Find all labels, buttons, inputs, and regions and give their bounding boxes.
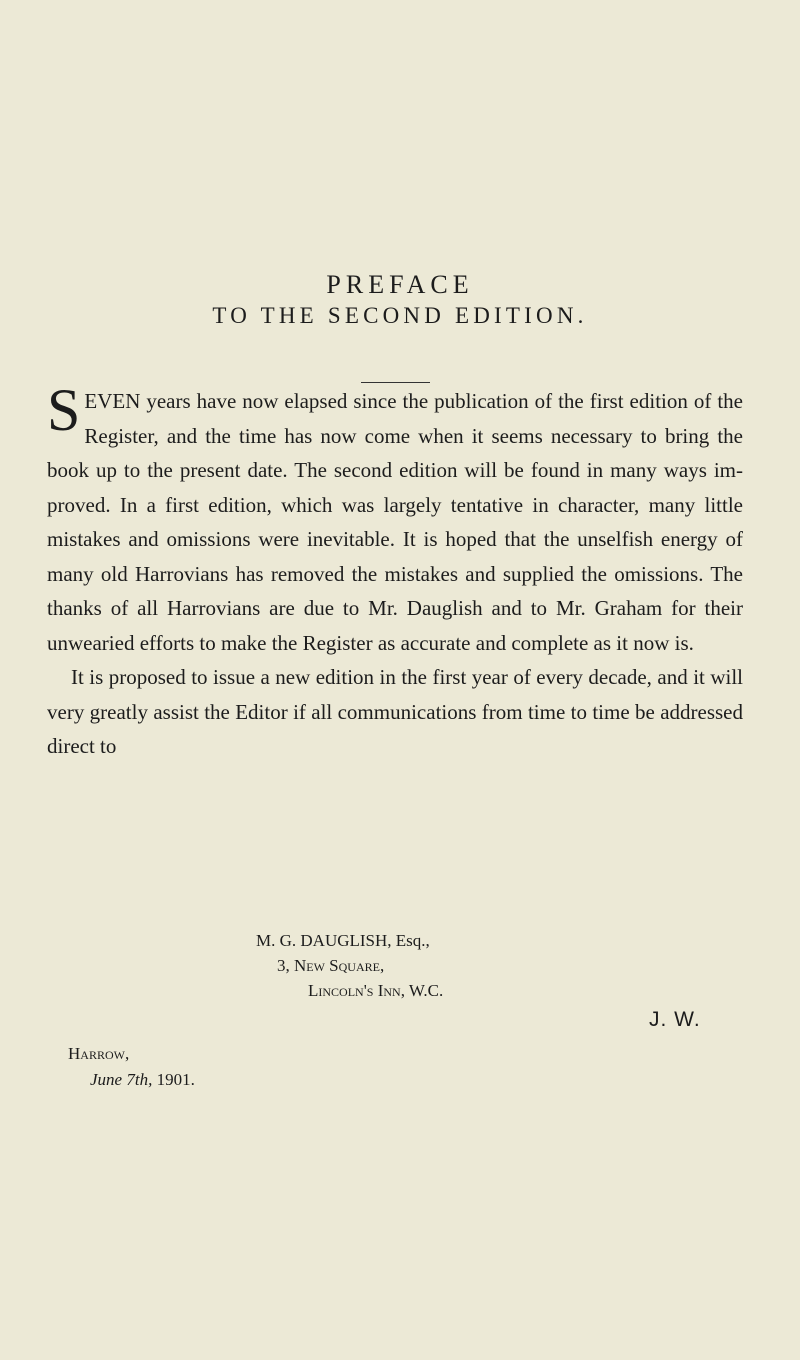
paragraph-2 [47,660,743,764]
address-name [256,928,430,953]
divider-rule [361,382,430,383]
dateline-place: Harrow, [68,1044,130,1063]
signature-initials: J. W. [649,1008,701,1031]
address-city: Lincoln's Inn, W.C. [308,981,444,1000]
paragraph-1-text: EVEN years have now elapsed since the publication of the first edition of the Register, and the time has now come when it seems necessary to bring the book up to the present date. The second edition will be found in many ways im-proved. In a first edition, which was largely tentative in character, many little mistakes and omissions were inevitable. It is hoped that the unselfish energy of many old Harrovians has removed the mistakes and supplied the omissions. The thanks of all Harrovians are due to Mr. Dauglish and to Mr. Graham for their unwearied efforts to make the Register as accurate and complete as it now is. [47,389,743,655]
dateline-year: 1901. [156,1070,195,1089]
paragraph-1 [47,377,743,660]
preface-body [47,377,743,764]
page-subtitle: TO THE SECOND EDITION. [212,303,588,328]
dateline-date-italic: June 7th, [90,1070,153,1089]
dateline-date [90,1070,195,1090]
paragraph-2-text: It is proposed to issue a new edition in the first year of every decade, and it will very greatly assist the Editor if all communications from time to time be addressed direct to [47,665,743,758]
drop-cap: S [47,377,81,443]
address-street: 3, New Square, [277,956,385,975]
address-name-text: M. G. DAUGLISH, Esq., [256,931,430,950]
page-title: PREFACE [326,270,474,299]
